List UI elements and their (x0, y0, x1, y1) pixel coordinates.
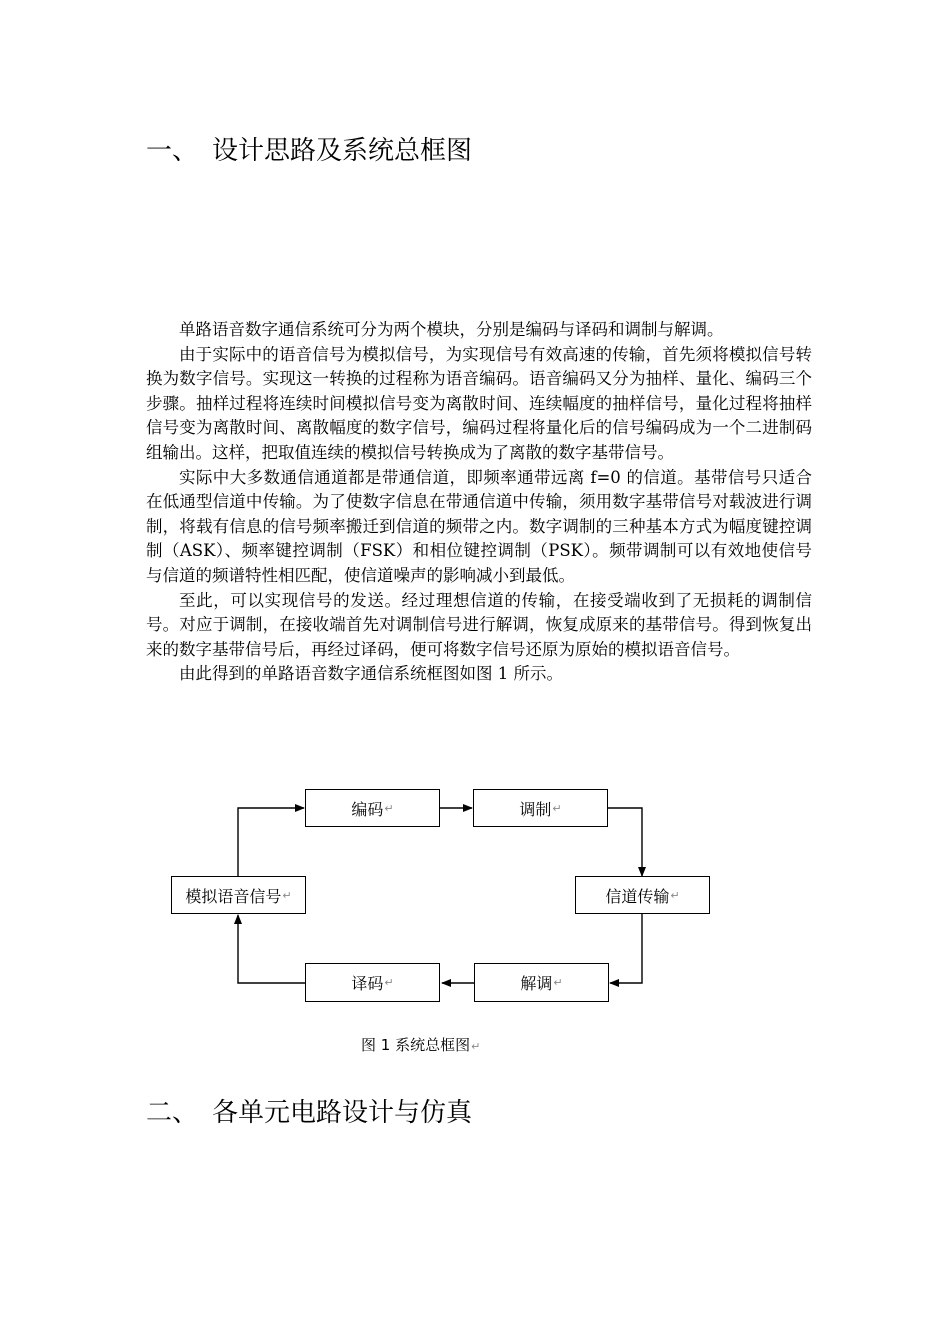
block-label: 译码 (351, 974, 384, 993)
paragraph: 由此得到的单路语音数字通信系统框图如图 1 所示。 (179, 664, 563, 684)
block-modulate (473, 789, 608, 827)
arrow-channel-to-demodulate (610, 914, 642, 983)
return-mark: ↵ (471, 1040, 481, 1053)
return-mark: ↵ (553, 976, 563, 989)
return-mark: ↵ (384, 976, 394, 989)
return-mark: ↵ (552, 801, 562, 815)
section-title: 设计思路及系统总框图 (212, 136, 473, 166)
return-mark: ↵ (282, 888, 292, 902)
block-label: 调制 (519, 799, 552, 819)
block-label: 编码 (351, 799, 384, 819)
caption-text: 图 1 系统总框图 (361, 1036, 471, 1054)
block-label: 解调 (520, 974, 553, 993)
return-mark: ↵ (670, 888, 680, 902)
block-channel-transmission (575, 876, 710, 914)
paragraph: 实际中大多数通信通道都是带通信道，即频率通带远离 f=0 的信道。基带信号只适合在低通型信道中传输。为了使数字信息在带通信道中传输，须用数字基带信号对载波进行调制，将载有信息的信号频率搬迁到信道的频带之内。数字调制的三种基本方式为幅度键控调制（ASK）、频率键控调制（FSK）和相位键控调制（PSK）。频带调制可以有效地使信号与信道的频谱特性相匹配，使信道噪声的影响减小到最低。 (146, 467, 812, 585)
paragraph: 单路语音数字通信系统可分为两个模块，分别是编码与译码和调制与解调。 (179, 320, 724, 339)
arrow-decode-to-source (238, 915, 305, 983)
block-demodulate (474, 963, 609, 1002)
block-encode (305, 789, 440, 827)
section-heading-2 (146, 1097, 472, 1129)
section-number: 二、 (146, 1098, 199, 1128)
block-label: 信道传输 (605, 886, 670, 906)
block-label: 模拟语音信号 (185, 886, 282, 906)
paragraph: 由于实际中的语音信号为模拟信号，为实现信号有效高速的传输，首先须将模拟信号转换为数字信号。实现这一转换的过程称为语音编码。语音编码又分为抽样、量化、编码三个步骤。抽样过程将连续时间模拟信号变为离散时间、连续幅度的抽样信号，量化过程将抽样信号变为离散时间、离散幅度的数字信号，编码过程将量化后的信号编码成为一个二进制码组输出。这样，把取值连续的模拟信号转换成为了离散的数字基带信号。 (146, 344, 812, 462)
block-decode (305, 963, 440, 1002)
return-mark: ↵ (384, 801, 394, 815)
section-title: 各单元电路设计与仿真 (212, 1098, 473, 1128)
section-number: 一、 (146, 136, 199, 166)
arrow-source-to-encode (238, 808, 304, 876)
figure-caption (361, 1034, 480, 1055)
arrow-modulate-to-channel (608, 808, 642, 876)
block-analog-voice-signal (171, 876, 306, 914)
paragraph: 至此，可以实现信号的发送。经过理想信道的传输，在接受端收到了无损耗的调制信号。对应于调制，在接收端首先对调制信号进行解调，恢复成原来的基带信号。得到恢复出来的数字基带信号后，再经过译码，便可将数字信号还原为原始的模拟语音信号。 (146, 590, 812, 659)
